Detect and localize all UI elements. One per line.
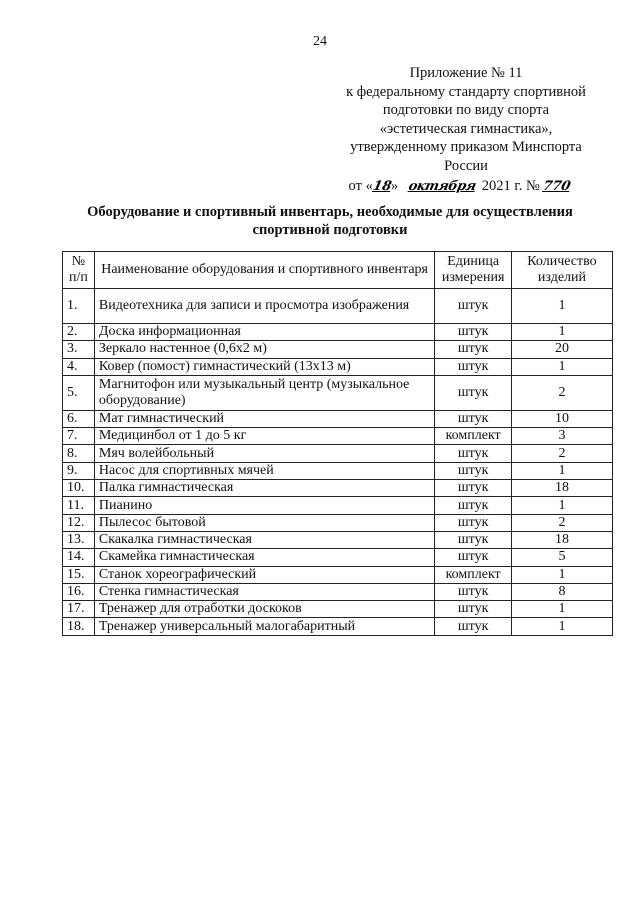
row-unit: штук <box>435 375 512 410</box>
row-unit: штук <box>435 289 512 324</box>
document-title <box>50 203 610 239</box>
row-unit: штук <box>435 583 512 600</box>
table-row <box>63 324 613 341</box>
row-unit: комплект <box>435 428 512 445</box>
inventory-table <box>62 251 613 636</box>
row-unit: штук <box>435 549 512 566</box>
row-name: Мяч волейбольный <box>94 445 434 462</box>
table-row <box>63 445 613 462</box>
row-num: 1. <box>63 289 95 324</box>
row-qty: 1 <box>511 462 612 479</box>
appendix-title: Приложение № 11 <box>409 65 523 81</box>
row-num: 8. <box>63 445 95 462</box>
appendix-line-3: подготовки по виду спорта <box>382 102 550 118</box>
row-unit: штук <box>435 531 512 548</box>
row-qty: 2 <box>511 445 612 462</box>
row-qty: 10 <box>511 410 612 427</box>
appendix-line-6: России <box>444 157 488 174</box>
row-unit: штук <box>435 324 512 341</box>
document-title-line-1: Оборудование и спортивный инвентарь, необходимые для осуществления <box>87 204 573 220</box>
row-unit: комплект <box>435 566 512 583</box>
row-unit: штук <box>435 480 512 497</box>
row-num: 13. <box>63 531 95 548</box>
document-title-line-2: спортивной подготовки <box>252 222 408 238</box>
row-name: Насос для спортивных мячей <box>94 462 434 479</box>
table-row <box>63 618 613 635</box>
header-qty: Количество изделий <box>511 252 612 289</box>
appendix-header <box>330 64 602 197</box>
order-day-handwritten: 18 <box>371 179 393 194</box>
row-qty: 1 <box>511 497 612 514</box>
table-row <box>63 375 613 410</box>
row-name: Пианино <box>94 497 434 514</box>
row-num: 14. <box>63 549 95 566</box>
row-num: 4. <box>63 358 95 375</box>
row-name: Медицинбол от 1 до 5 кг <box>94 428 434 445</box>
table-row <box>63 358 613 375</box>
row-unit: штук <box>435 514 512 531</box>
row-num: 6. <box>63 410 95 427</box>
row-num: 17. <box>63 601 95 618</box>
header-num: № п/п <box>63 252 95 289</box>
table-row <box>63 462 613 479</box>
row-num: 11. <box>63 497 95 514</box>
row-qty: 2 <box>511 375 612 410</box>
row-num: 2. <box>63 324 95 341</box>
row-name: Пылесос бытовой <box>94 514 434 531</box>
row-name: Видеотехника для записи и просмотра изображения <box>94 289 434 324</box>
appendix-line-4: «эстетическая гимнастика», <box>379 120 553 137</box>
row-num: 16. <box>63 583 95 600</box>
row-qty: 5 <box>511 549 612 566</box>
appendix-line-2: к федеральному стандарту спортивной <box>346 83 586 100</box>
row-name: Стенка гимнастическая <box>94 583 434 600</box>
row-qty: 1 <box>511 324 612 341</box>
row-num: 7. <box>63 428 95 445</box>
row-name: Доска информационная <box>94 324 434 341</box>
row-unit: штук <box>435 601 512 618</box>
table-row <box>63 480 613 497</box>
row-num: 5. <box>63 375 95 410</box>
row-name: Зеркало настенное (0,6х2 м) <box>94 341 434 358</box>
table-row <box>63 497 613 514</box>
row-num: 3. <box>63 341 95 358</box>
row-name: Мат гимнастический <box>94 410 434 427</box>
row-qty: 3 <box>511 428 612 445</box>
row-num: 12. <box>63 514 95 531</box>
row-unit: штук <box>435 618 512 635</box>
table-row <box>63 514 613 531</box>
row-name: Скамейка гимнастическая <box>94 549 434 566</box>
header-unit: Единица измерения <box>435 252 512 289</box>
page-number: 24 <box>313 34 327 49</box>
row-qty: 1 <box>511 566 612 583</box>
row-num: 15. <box>63 566 95 583</box>
row-name: Скакалка гимнастическая <box>94 531 434 548</box>
table-row <box>63 549 613 566</box>
row-num: 18. <box>63 618 95 635</box>
row-qty: 2 <box>511 514 612 531</box>
row-name: Магнитофон или музыкальный центр (музыкальное оборудование) <box>94 375 434 410</box>
table-row <box>63 601 613 618</box>
row-name: Ковер (помост) гимнастический (13х13 м) <box>94 358 434 375</box>
row-unit: штук <box>435 358 512 375</box>
table-row <box>63 566 613 583</box>
order-month-handwritten: октября <box>406 179 478 194</box>
row-qty: 18 <box>511 531 612 548</box>
order-number-handwritten: 770 <box>542 179 573 194</box>
header-name: Наименование оборудования и спортивного инвентаря <box>94 252 434 289</box>
order-line <box>330 177 602 197</box>
order-year: 2021 г. № <box>481 178 540 194</box>
table-row <box>63 341 613 358</box>
row-unit: штук <box>435 341 512 358</box>
row-qty: 1 <box>511 618 612 635</box>
row-num: 9. <box>63 462 95 479</box>
row-qty: 8 <box>511 583 612 600</box>
row-name: Тренажер универсальный малогабаритный <box>94 618 434 635</box>
row-unit: штук <box>435 462 512 479</box>
table-row <box>63 428 613 445</box>
table-row <box>63 289 613 324</box>
row-qty: 1 <box>511 358 612 375</box>
row-name: Тренажер для отработки доскоков <box>94 601 434 618</box>
table-header-row <box>63 252 613 289</box>
table-row <box>63 410 613 427</box>
row-unit: штук <box>435 410 512 427</box>
row-unit: штук <box>435 445 512 462</box>
table-row <box>63 531 613 548</box>
row-qty: 1 <box>511 601 612 618</box>
row-name: Станок хореографический <box>94 566 434 583</box>
row-unit: штук <box>435 497 512 514</box>
order-prefix: от « <box>348 178 373 194</box>
row-name: Палка гимнастическая <box>94 480 434 497</box>
appendix-line-5: утвержденному приказом Минспорта <box>350 139 582 155</box>
row-qty: 18 <box>511 480 612 497</box>
row-qty: 20 <box>511 341 612 358</box>
table-row <box>63 583 613 600</box>
row-num: 10. <box>63 480 95 497</box>
row-qty: 1 <box>511 289 612 324</box>
order-mid: » <box>390 178 399 194</box>
